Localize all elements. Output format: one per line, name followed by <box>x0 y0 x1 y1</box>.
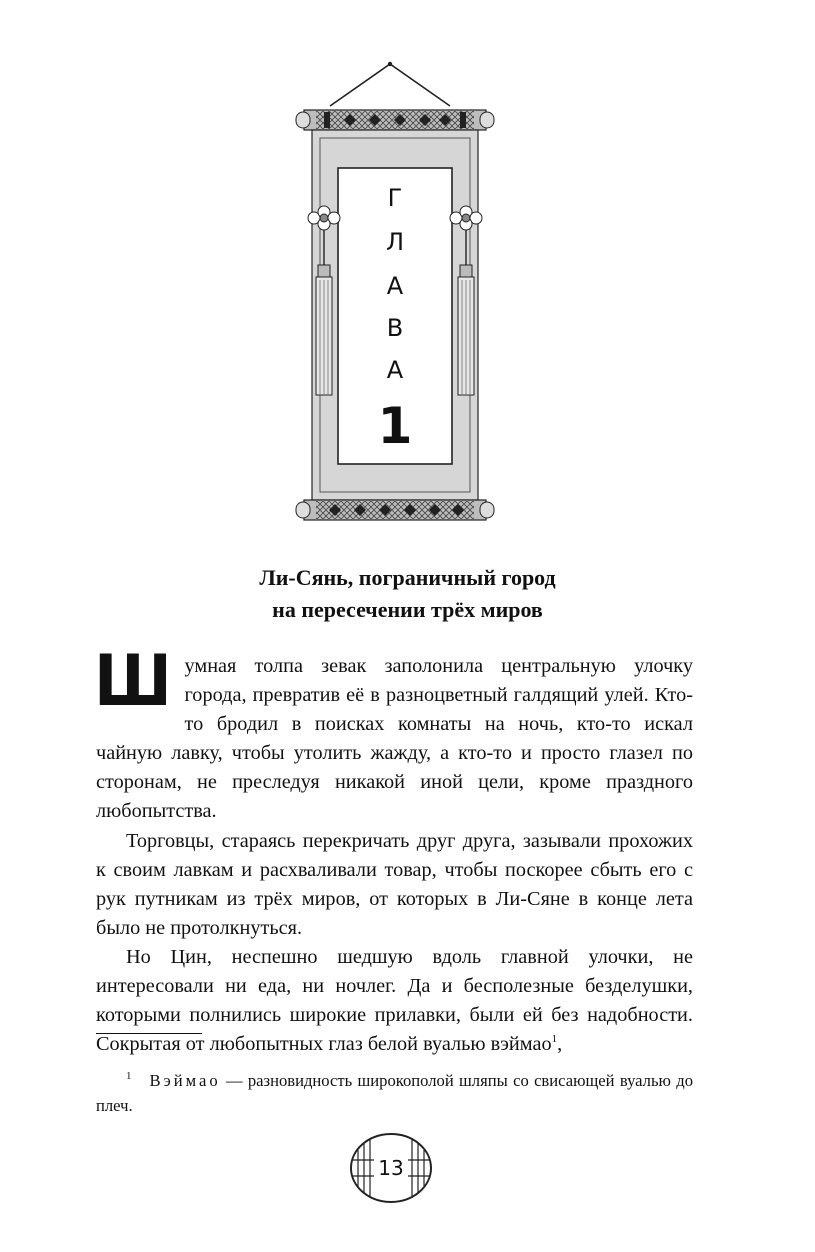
chapter-number: 1 <box>377 397 413 455</box>
paragraph <box>94 640 693 827</box>
footnote-number: 1 <box>126 1070 132 1083</box>
paragraph-text: умная толпа зевак заполонила центральную улочку города, превратив её в разноцветный галдящий улей. Кто-то бродил в поисках комнаты на ночь, кто-то искал чайную лавку, чтобы утолить жажду, а кто-то и просто глазел по сторонам, не преследуя никакой иной цели, кроме праздного любопытства. <box>96 655 693 823</box>
drop-cap: Ш <box>94 640 171 722</box>
scroll-bottom-rod <box>296 500 494 520</box>
scroll-top-rod <box>296 110 494 130</box>
body-text <box>94 640 693 1059</box>
hanging-string <box>330 62 450 106</box>
chapter-letter: Л <box>385 228 405 256</box>
footnote-text: — разновидность широкополой шляпы со свисающей вуалью до плеч. <box>96 1071 693 1115</box>
paragraph-punct: , <box>557 1033 563 1056</box>
chapter-heading <box>0 562 815 626</box>
footnote <box>96 1068 693 1118</box>
paragraph <box>96 943 693 1059</box>
chapter-letter: В <box>386 314 404 342</box>
chapter-letter: Г <box>387 184 403 212</box>
footnote-term: Вэймао <box>149 1071 221 1090</box>
chapter-letter: А <box>386 272 404 300</box>
footnote-divider <box>96 1033 202 1034</box>
chapter-scroll-illustration <box>290 60 500 530</box>
paragraph: Торговцы, стараясь перекричать друг друга, зазывали прохожих к своим лавкам и расхваливали товар, чтобы поскорее сбыть его с рук путникам из трёх миров, от которых в Ли-Сяне в конце лета было не протолкнуться. <box>96 829 693 939</box>
paragraph-text: Но Цин, неспешно шедшую вдоль главной улочки, не интересовали ни еда, ни ночлег. Да и бесполезные безделушки, которыми полнились широкие прилавки, были ей без надобности. Сокрытая от любопытных глаз белой вуалью вэймао <box>96 945 693 1056</box>
heading-line: Ли-Сянь, пограничный город <box>259 565 556 590</box>
page-number: 13 <box>346 1150 436 1186</box>
heading-line: на пересечении трёх миров <box>272 597 543 622</box>
footnote-reference: 1 <box>551 1033 558 1046</box>
chapter-letter: А <box>386 356 404 384</box>
